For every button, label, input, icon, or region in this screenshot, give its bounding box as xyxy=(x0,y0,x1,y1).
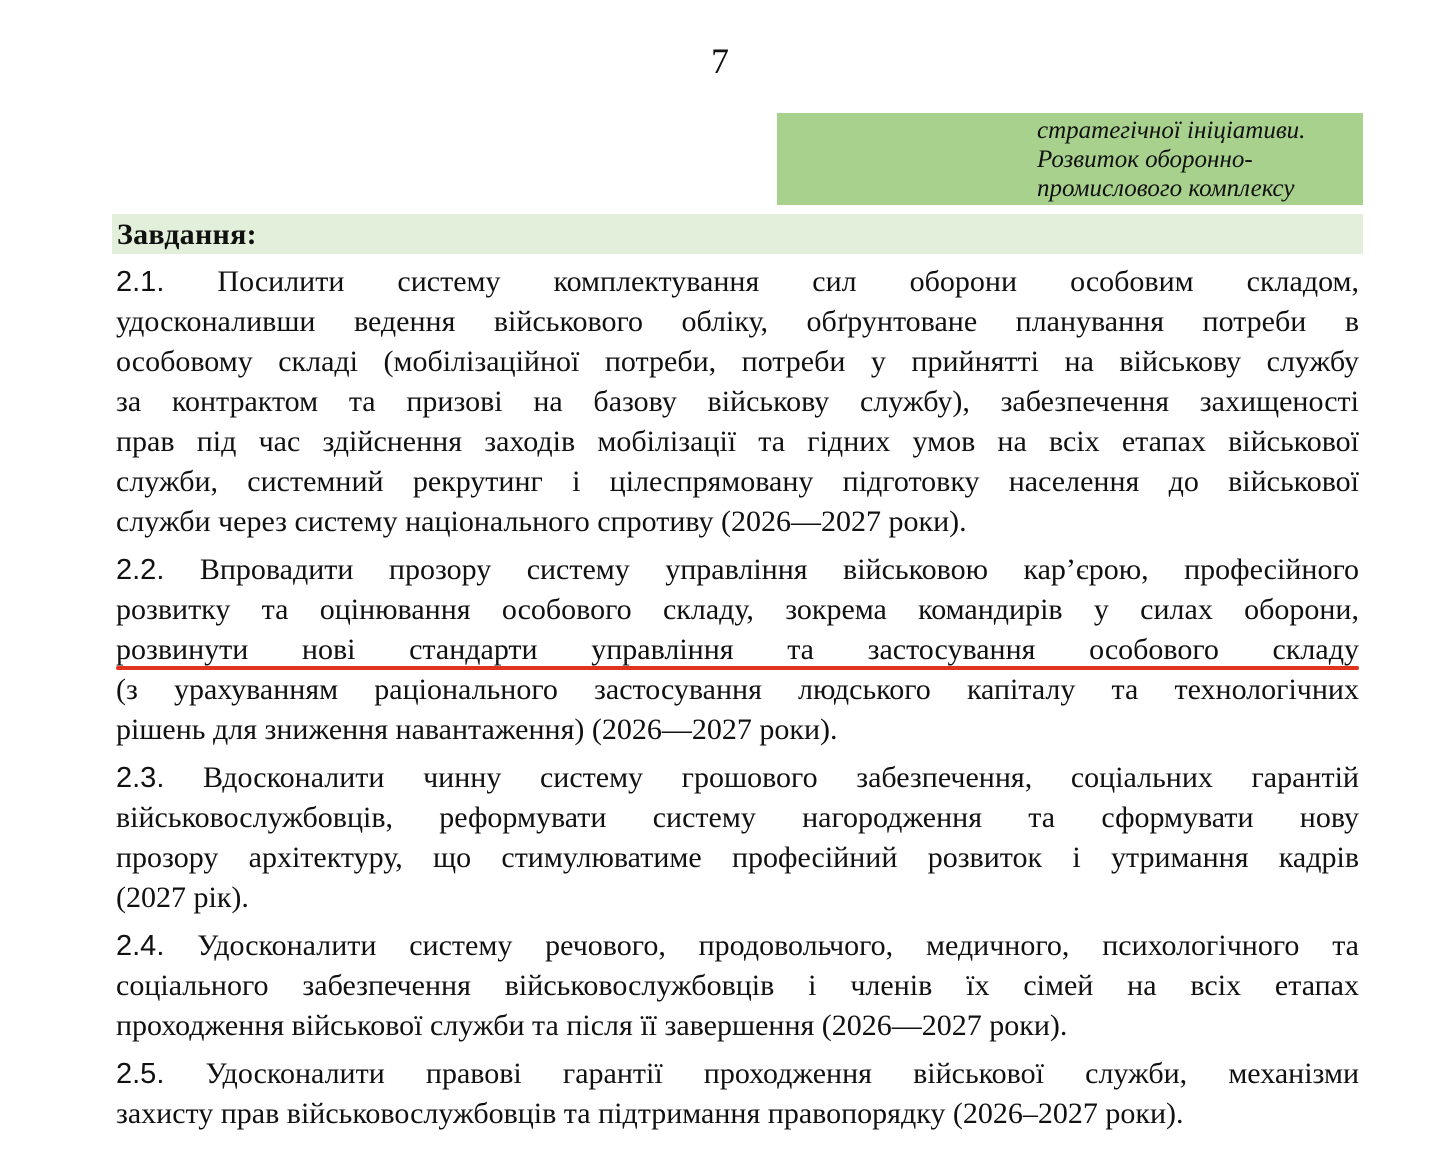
task-number: 2.4. xyxy=(116,930,165,962)
tasks-list xyxy=(116,262,1359,1142)
task-line: служби, системний рекрутинг і цілеспрямовану підготовку населення до військової xyxy=(116,465,1359,498)
initiative-label-box xyxy=(777,113,1363,205)
task-line: служби через систему національного спротиву (2026—2027 роки). xyxy=(116,505,967,538)
task-line: 2.2. Впровадити прозору систему управління військовою кар’єрою, професійного xyxy=(116,553,1359,586)
tasks-heading: Завдання: xyxy=(117,218,257,251)
task-number: 2.5. xyxy=(116,1058,165,1090)
initiative-label-line: промислового комплексу xyxy=(1037,175,1295,202)
task-line: удосконаливши ведення військового обліку, обґрунтоване планування потреби в xyxy=(116,305,1359,338)
task-line: захисту прав військовослужбовців та підтримання правопорядку (2026–2027 роки). xyxy=(116,1097,1184,1130)
task-line: військовослужбовців, реформувати систему нагородження та сформувати нову xyxy=(116,801,1359,834)
task-line: за контрактом та призові на базову військову службу), забезпечення захищеності xyxy=(116,385,1359,418)
task-2-4 xyxy=(116,926,1359,1046)
page-number: 7 xyxy=(711,41,729,81)
task-line: розвитку та оцінювання особового складу, зокрема командирів у силах оборони, xyxy=(116,593,1359,626)
task-2-3 xyxy=(116,758,1359,918)
task-line: 2.3. Вдосконалити чинну систему грошового забезпечення, соціальних гарантій xyxy=(116,761,1359,794)
task-line: (2027 рік). xyxy=(116,881,249,914)
task-line: прозору архітектуру, що стимулюватиме професійний розвиток і утримання кадрів xyxy=(116,841,1359,874)
initiative-label-text xyxy=(1037,116,1357,203)
task-number: 2.1. xyxy=(116,266,165,298)
initiative-label-line: Розвиток оборонно- xyxy=(1037,146,1253,173)
task-2-2 xyxy=(116,550,1359,750)
initiative-label-line: стратегічної ініціативи. xyxy=(1037,117,1306,144)
task-line: прав під час здійснення заходів мобілізації та гідних умов на всіх етапах військової xyxy=(116,425,1359,458)
task-line: 2.5. Удосконалити правові гарантії проходження військової служби, механізми xyxy=(116,1057,1359,1090)
tasks-heading-bar xyxy=(112,214,1363,254)
task-line-underlined: розвинути нові стандарти управління та застосування особового складу xyxy=(116,633,1359,666)
task-line: проходження військової служби та після її завершення (2026—2027 роки). xyxy=(116,1009,1068,1042)
task-number: 2.2. xyxy=(116,554,165,586)
task-2-1 xyxy=(116,262,1359,542)
task-line: 2.4. Удосконалити систему речового, продовольчого, медичного, психологічного та xyxy=(116,929,1359,962)
task-line: особовому складі (мобілізаційної потреби, потреби у прийнятті на військову службу xyxy=(116,345,1359,378)
task-line: 2.1. Посилити систему комплектування сил оборони особовим складом, xyxy=(116,265,1359,298)
task-line: рішень для зниження навантаження) (2026—2027 роки). xyxy=(116,713,838,746)
red-underline-annotation xyxy=(116,666,1359,670)
task-2-5 xyxy=(116,1054,1359,1134)
task-line: (з урахуванням раціонального застосування людського капіталу та технологічних xyxy=(116,673,1359,706)
task-line: соціального забезпечення військовослужбовців і членів їх сімей на всіх етапах xyxy=(116,969,1359,1002)
task-number: 2.3. xyxy=(116,762,165,794)
